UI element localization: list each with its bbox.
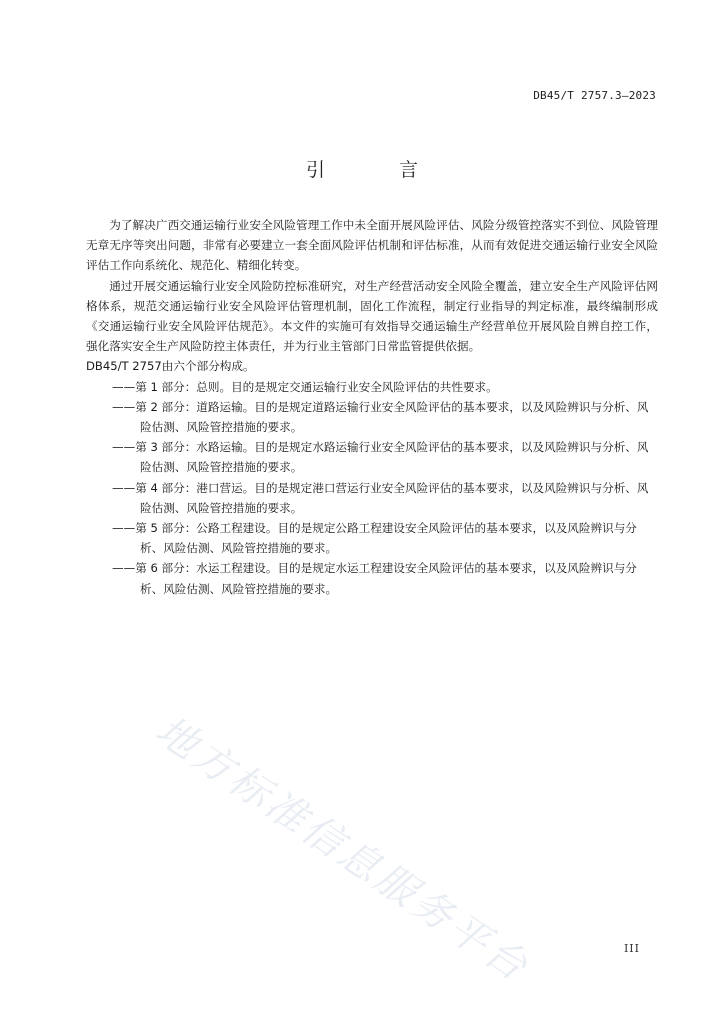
list-item-part-2: ——第 2 部分：道路运输。目的是规定道路运输行业安全风险评估的基本要求，以及风险辨识与分析、风险估测、风险管控措施的要求。 — [112, 399, 649, 435]
page-number: III — [623, 942, 640, 955]
paragraph: 通过开展交通运输行业安全风险防控标准研究，对生产经营活动安全风险全覆盖，建立安全生产风险评估网格体系，规范交通运输行业安全风险评估管理机制，固化工作流程，制定行业指导的判定标准，最终编制形成《交通运输行业安全风险评估规范》。本文件的实施可有效指导交通运输生产经营单位开展风险自辨自控工作，强化落实安全生产风险防控主体责任，并为行业主管部门日常监管提供依据。 — [86, 278, 658, 354]
list-item-part-6: ——第 6 部分：水运工程建设。目的是规定水运工程建设安全风险评估的基本要求，以及风险辨识与分析、风险估测、风险管控措施的要求。 — [112, 561, 637, 596]
list-item-part-5: ——第 5 部分：公路工程建设。目的是规定公路工程建设安全风险评估的基本要求，以及风险辨识与分析、风险估测、风险管控措施的要求。 — [112, 521, 637, 556]
body-text — [86, 215, 658, 599]
list-item-part-4: ——第 4 部分：港口营运。目的是规定港口营运行业安全风险评估的基本要求，以及风险辨识与分析、风险估测、风险管控措施的要求。 — [112, 480, 649, 515]
watermark: 地方标准信息服务平台 — [147, 707, 538, 992]
document-code: DB45/T 2757.3—2023 — [533, 89, 656, 102]
list-item-part-3: ——第 3 部分：水路运输。目的是规定水路运输行业安全风险评估的基本要求，以及风险辨识与分析、风险估测、风险管控措施的要求。 — [112, 440, 649, 475]
intro-line: DB45/T 2757由六个部分构成。 — [86, 359, 255, 374]
section-title: 引 言 — [305, 159, 453, 181]
parts-list — [86, 377, 658, 599]
paragraph: 为了解决广西交通运输行业安全风险管理工作中未全面开展风险评估、风险分级管控落实不到位、风险管理无章无序等突出问题，非常有必要建立一套全面风险评估机制和评估标准，从而有效促进交通运输行业安全风险评估工作向系统化、规范化、精细化转变。 — [86, 218, 658, 273]
list-item-part-1: ——第 1 部分：总则。目的是规定交通运输行业安全风险评估的共性要求。 — [112, 379, 498, 394]
